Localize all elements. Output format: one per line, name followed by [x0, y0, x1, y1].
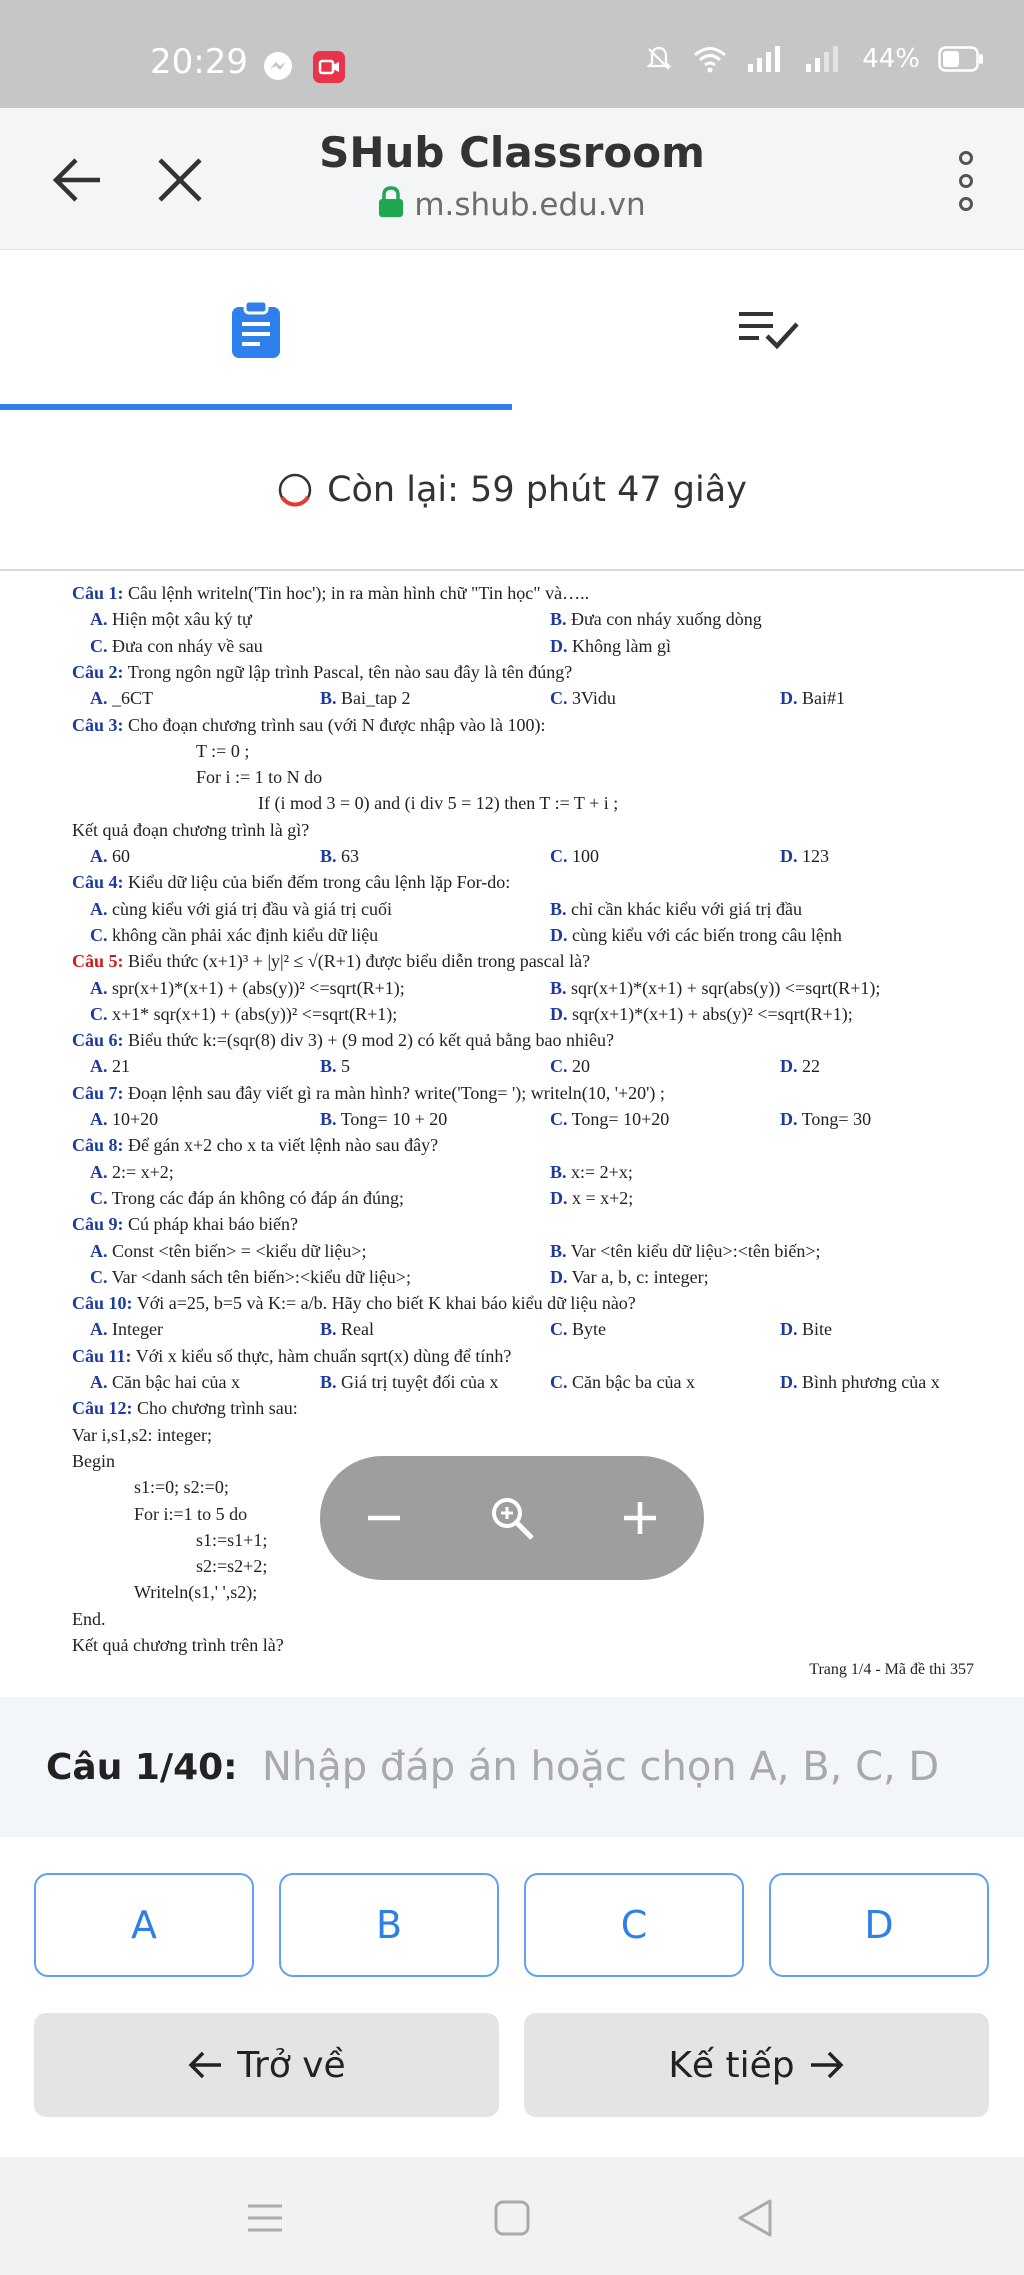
option-text — [320, 1056, 350, 1077]
choices-panel — [0, 1837, 1024, 2157]
question-text: Cho đoạn chương trình sau (với N được nhập vào là 100): — [123, 714, 546, 735]
option-value: Hiện một xâu ký tự — [107, 609, 252, 630]
next-button[interactable] — [524, 2013, 989, 2117]
zoom-control — [320, 1456, 704, 1580]
question-label: Câu 4: — [72, 872, 124, 893]
option-text — [90, 925, 378, 946]
option-text — [780, 1319, 832, 1340]
option-letter: D. — [550, 924, 568, 945]
option-value: Giá trị tuyệt đối của x — [336, 1372, 499, 1392]
option-value: x+1* sqr(x+1) + (abs(y))² <=sqrt(R+1); — [107, 1003, 398, 1024]
option-letter: C. — [550, 1109, 568, 1129]
option-value: Tong= 30 — [797, 1109, 872, 1129]
question-text: Biểu thức (x+1)³ + |y|² ≤ √(R+1) được biểu diễn trong pascal là? — [123, 951, 591, 972]
option-letter: D. — [780, 1319, 798, 1340]
option-letter: C. — [90, 1266, 108, 1287]
lock-icon — [378, 186, 404, 218]
home-icon[interactable] — [487, 2193, 537, 2243]
question-label: Câu 1: — [72, 583, 124, 603]
site-url: m.shub.edu.vn — [414, 187, 646, 223]
battery-icon — [938, 46, 984, 72]
option-value: 21 — [107, 1056, 130, 1077]
option-letter: A. — [90, 1109, 108, 1129]
option-value: sqr(x+1)*(x+1) + sqr(abs(y)) <=sqrt(R+1); — [566, 977, 881, 998]
question-text: Đoạn lệnh sau đây viết gì ra màn hình? write('Tong= '); writeln(10, '+20') ; — [123, 1082, 665, 1103]
option-text — [90, 688, 153, 709]
option-text — [90, 1004, 397, 1025]
choice-c-button[interactable]: C — [524, 1873, 744, 1977]
option-value: Căn bậc hai của x — [107, 1372, 240, 1392]
question-text: Với x kiểu số thực, hàm chuẩn sqrt(x) dùng để tính? — [131, 1345, 512, 1366]
system-nav-bar — [0, 2157, 1024, 2275]
option-letter: D. — [550, 1003, 568, 1024]
question-line — [72, 951, 590, 972]
option-text — [550, 1188, 633, 1209]
option-letter: A. — [90, 898, 108, 919]
question-line — [72, 662, 572, 683]
option-value: chỉ cần khác kiểu với giá trị đầu — [566, 898, 802, 919]
option-value: Bai_tap 2 — [336, 688, 411, 709]
zoom-reset-button[interactable] — [472, 1478, 552, 1558]
question-label: Câu 11: — [72, 1345, 132, 1366]
option-text — [550, 978, 880, 999]
option-text — [550, 1267, 709, 1288]
option-value: 2:= x+2; — [107, 1161, 174, 1182]
option-text — [90, 1056, 130, 1077]
question-label: Câu 7: — [72, 1082, 124, 1103]
checklist-icon — [737, 308, 799, 352]
more-vert-icon[interactable] — [954, 150, 978, 212]
option-value: x = x+2; — [567, 1187, 634, 1208]
option-value: 100 — [567, 846, 599, 866]
browser-toolbar — [0, 108, 1024, 250]
option-text — [550, 1056, 590, 1077]
timer-icon — [277, 470, 313, 510]
code-line: s1:=0; s2:=0; — [134, 1477, 229, 1498]
option-letter: A. — [90, 1372, 108, 1392]
option-letter: C. — [550, 1372, 568, 1392]
timer-row — [0, 411, 1024, 571]
option-text — [550, 1004, 853, 1025]
code-line: Writeln(s1,' ',s2); — [134, 1582, 258, 1603]
option-letter: C. — [90, 1003, 108, 1024]
question-text: Kiểu dữ liệu của biến đếm trong câu lệnh lặp For-do: — [123, 872, 511, 893]
option-value: Không làm gì — [567, 635, 671, 656]
option-letter: A. — [90, 977, 108, 998]
option-value: sqr(x+1)*(x+1) + abs(y)² <=sqrt(R+1); — [567, 1003, 853, 1024]
question-line — [72, 583, 589, 604]
plain-line: Begin — [72, 1450, 115, 1471]
option-text — [90, 1372, 240, 1393]
site-url-row[interactable] — [0, 186, 1024, 223]
zoom-out-button[interactable] — [344, 1478, 424, 1558]
option-value: 20 — [567, 1056, 590, 1077]
messenger-icon — [262, 50, 294, 82]
minus-icon — [364, 1498, 404, 1538]
option-text — [90, 1162, 174, 1183]
option-text — [780, 688, 845, 709]
question-counter: Câu 1/40: — [46, 1747, 238, 1788]
option-text — [90, 899, 392, 920]
question-label: Câu 5: — [72, 951, 124, 972]
option-letter: C. — [90, 1187, 108, 1208]
recents-icon[interactable] — [240, 2193, 290, 2243]
option-text — [780, 1109, 871, 1130]
answer-input[interactable] — [262, 1727, 1002, 1807]
site-title: SHub Classroom — [319, 128, 705, 177]
option-letter: D. — [550, 1266, 568, 1287]
option-value: 5 — [336, 1056, 351, 1077]
zoom-icon — [488, 1494, 536, 1542]
code-line: If (i mod 3 = 0) and (i div 5 = 12) then T := T + i ; — [258, 793, 619, 814]
option-text — [90, 1267, 411, 1288]
option-text — [90, 1319, 163, 1340]
option-text — [90, 1241, 367, 1262]
option-value: cùng kiểu với giá trị đầu và giá trị cuối — [107, 898, 392, 919]
option-letter: D. — [550, 635, 568, 656]
code-line: s1:=s1+1; — [196, 1529, 268, 1550]
code-line: For i:=1 to 5 do — [134, 1503, 248, 1524]
option-letter: B. — [550, 1240, 567, 1261]
option-text — [550, 688, 616, 709]
option-text — [90, 636, 263, 657]
option-letter: A. — [90, 1056, 108, 1077]
option-letter: D. — [780, 1372, 798, 1392]
question-text: Biểu thức k:=(sqr(8) div 3) + (9 mod 2) có kết quả bằng bao nhiêu? — [123, 1030, 614, 1051]
option-letter: C. — [550, 1056, 568, 1077]
option-text — [550, 846, 599, 867]
option-value: Var <danh sách tên biến>:<kiểu dữ liệu>; — [107, 1266, 411, 1287]
option-text — [320, 688, 411, 709]
choice-b-button[interactable]: B — [279, 1873, 499, 1977]
plain-line: Kết quả chương trình trên là? — [72, 1635, 284, 1655]
option-letter: B. — [320, 1056, 337, 1077]
option-letter: B. — [550, 1161, 567, 1182]
option-letter: D. — [780, 1109, 798, 1129]
option-value: Trong các đáp án không có đáp án đúng; — [107, 1187, 404, 1208]
option-value: Real — [336, 1319, 375, 1340]
option-text — [320, 1372, 498, 1393]
question-line — [72, 1030, 614, 1051]
question-label: Câu 6: — [72, 1030, 124, 1051]
option-text — [320, 1109, 447, 1130]
option-value: Tong= 10+20 — [567, 1109, 670, 1129]
option-value: Bite — [797, 1319, 832, 1340]
arrow-left-icon — [187, 2049, 223, 2081]
option-text — [90, 846, 130, 867]
option-letter: B. — [550, 898, 567, 919]
signal-2-icon — [804, 44, 844, 74]
option-letter: B. — [320, 1372, 337, 1392]
next-button-label: Kế tiếp — [668, 2044, 795, 2086]
option-value: Đưa con nháy xuống dòng — [566, 609, 762, 630]
clipboard-icon — [229, 300, 283, 360]
option-letter: D. — [780, 688, 798, 709]
question-line — [72, 1135, 438, 1156]
option-letter: C. — [550, 1319, 568, 1340]
option-text — [550, 925, 842, 946]
option-letter: D. — [780, 1056, 798, 1077]
question-line — [72, 1083, 665, 1104]
status-bar — [0, 0, 1024, 108]
answer-area — [0, 1697, 1024, 1837]
question-text: Cú pháp khai báo biến? — [123, 1214, 298, 1235]
option-letter: B. — [550, 977, 567, 998]
option-value: 10+20 — [107, 1109, 159, 1129]
option-value: Tong= 10 + 20 — [336, 1109, 448, 1129]
option-value: spr(x+1)*(x+1) + (abs(y))² <=sqrt(R+1); — [107, 977, 405, 998]
option-value: x:= 2+x; — [566, 1161, 633, 1182]
code-line: s2:=s2+2; — [196, 1556, 268, 1577]
option-value: 3Vidu — [567, 688, 616, 709]
screen-record-icon — [312, 50, 346, 84]
option-letter: D. — [780, 846, 798, 866]
option-text — [550, 1241, 821, 1262]
wifi-icon — [692, 44, 728, 74]
option-value: Integer — [107, 1319, 163, 1340]
option-value: Căn bậc ba của x — [567, 1372, 695, 1392]
option-text — [780, 1056, 820, 1077]
code-line: For i := 1 to N do — [196, 767, 323, 788]
option-value: Đưa con nháy về sau — [107, 635, 263, 656]
question-text: Trong ngôn ngữ lập trình Pascal, tên nào sau đây là tên đúng? — [123, 661, 573, 682]
tab-answer-sheet[interactable] — [512, 251, 1024, 409]
option-text — [550, 1109, 669, 1130]
option-value: Bình phương của x — [797, 1372, 940, 1392]
choice-a-button[interactable]: A — [34, 1873, 254, 1977]
option-value: 22 — [797, 1056, 820, 1077]
arrow-right-icon — [809, 2049, 845, 2081]
zoom-in-button[interactable] — [600, 1478, 680, 1558]
question-label: Câu 12: — [72, 1398, 133, 1419]
timer-text: Còn lại: 59 phút 47 giây — [327, 470, 747, 510]
option-text — [550, 1372, 695, 1393]
option-letter: A. — [90, 609, 108, 630]
back-triangle-icon[interactable] — [730, 2193, 780, 2243]
option-value: Const <tên biến> = <kiểu dữ liệu>; — [107, 1240, 367, 1261]
code-line: T := 0 ; — [196, 740, 250, 761]
signal-icon — [746, 44, 786, 74]
question-text: Để gán x+2 cho x ta viết lệnh nào sau đây? — [123, 1135, 439, 1156]
option-text — [320, 1319, 374, 1340]
question-line — [72, 1346, 511, 1367]
question-label: Câu 3: — [72, 714, 124, 735]
question-line — [72, 715, 546, 736]
option-value: Bai#1 — [797, 688, 845, 709]
bell-mute-icon — [644, 44, 674, 74]
option-letter: C. — [550, 846, 568, 866]
option-value: Var <tên kiểu dữ liệu>:<tên biến>; — [566, 1240, 821, 1261]
option-letter: C. — [90, 635, 108, 656]
option-letter: C. — [550, 688, 568, 709]
option-value: không cần phải xác định kiểu dữ liệu — [107, 924, 379, 945]
choice-d-button[interactable]: D — [769, 1873, 989, 1977]
option-text — [550, 609, 762, 630]
question-line — [72, 872, 510, 893]
tab-active-indicator — [0, 404, 512, 410]
page-footer: Trang 1/4 - Mã đề thi 357 — [809, 1661, 974, 1678]
plus-icon — [620, 1498, 660, 1538]
option-text — [550, 1319, 606, 1340]
option-text — [550, 636, 671, 657]
question-label: Câu 10: — [72, 1293, 133, 1314]
tab-bar — [0, 251, 1024, 411]
question-label: Câu 8: — [72, 1135, 124, 1156]
option-value: 60 — [107, 846, 130, 866]
plain-line: Var i,s1,s2: integer; — [72, 1424, 212, 1445]
question-label: Câu 2: — [72, 661, 124, 682]
option-letter: B. — [550, 609, 567, 630]
option-value: Var a, b, c: integer; — [567, 1266, 709, 1287]
option-letter: A. — [90, 846, 108, 866]
back-button-label: Trở về — [237, 2044, 346, 2086]
question-text: Cho chương trình sau: — [132, 1398, 298, 1419]
tab-exam-paper[interactable] — [0, 251, 512, 409]
option-letter: A. — [90, 1240, 108, 1261]
question-line — [72, 1398, 298, 1419]
option-text — [90, 609, 252, 630]
question-text: Câu lệnh writeln('Tin hoc'); in ra màn hình chữ "Tin học" và….. — [123, 583, 590, 603]
option-text — [90, 1109, 158, 1130]
option-text — [320, 846, 359, 867]
battery-percent: 44% — [862, 44, 920, 74]
option-value: 123 — [797, 846, 829, 866]
option-letter: B. — [320, 1319, 337, 1340]
option-letter: B. — [320, 688, 337, 709]
option-letter: B. — [320, 846, 337, 866]
option-text — [90, 978, 405, 999]
option-value: _6CT — [107, 688, 154, 709]
back-button[interactable] — [34, 2013, 499, 2117]
option-text — [550, 899, 802, 920]
option-value: 63 — [336, 846, 360, 866]
option-text — [780, 846, 829, 867]
option-text — [90, 1188, 404, 1209]
plain-line: End. — [72, 1608, 106, 1629]
status-time: 20:29 — [150, 42, 248, 82]
option-value: cùng kiểu với các biến trong câu lệnh — [567, 924, 842, 945]
option-letter: D. — [550, 1187, 568, 1208]
question-line — [72, 1214, 298, 1235]
question-line — [72, 1293, 636, 1314]
option-text — [550, 1162, 633, 1183]
plain-line: Kết quả đoạn chương trình là gì? — [72, 819, 310, 840]
option-letter: A. — [90, 1161, 108, 1182]
option-letter: A. — [90, 688, 108, 709]
option-value: Byte — [567, 1319, 606, 1340]
question-text: Với a=25, b=5 và K:= a/b. Hãy cho biết K khai báo kiểu dữ liệu nào? — [132, 1293, 636, 1314]
option-letter: C. — [90, 924, 108, 945]
question-label: Câu 9: — [72, 1214, 124, 1235]
option-letter: A. — [90, 1319, 108, 1340]
status-right — [644, 44, 984, 74]
option-text — [780, 1372, 940, 1393]
option-letter: B. — [320, 1109, 337, 1129]
